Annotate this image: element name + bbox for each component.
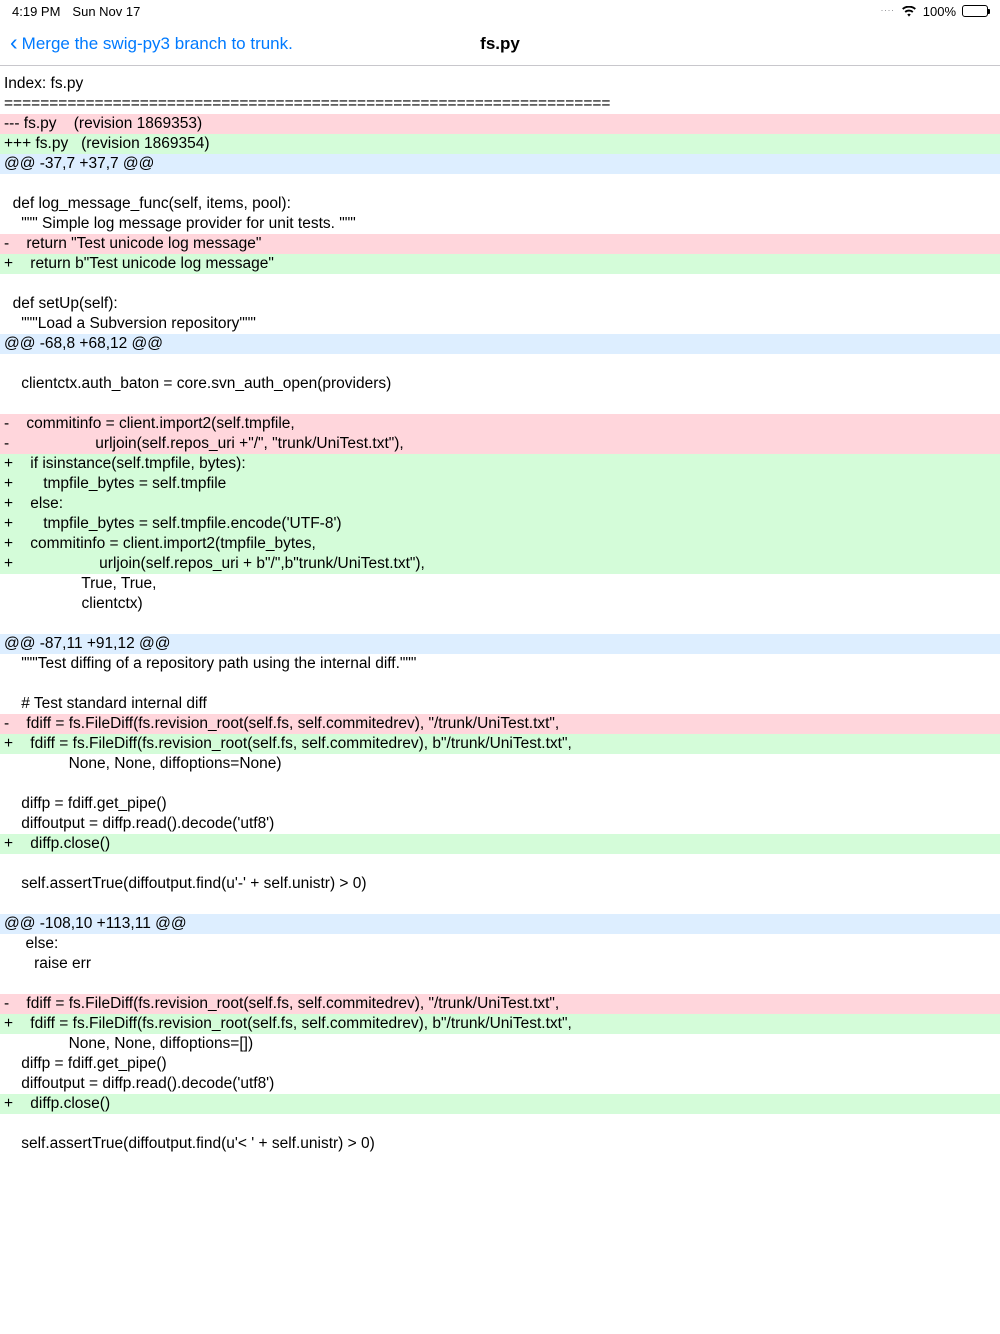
diff-line-ctx: """ Simple log message provider for unit tests. """ bbox=[0, 214, 1000, 234]
diff-line-add: + if isinstance(self.tmpfile, bytes): bbox=[0, 454, 1000, 474]
diff-line-del: --- fs.py (revision 1869353) bbox=[0, 114, 1000, 134]
diff-line-hunk: @@ -68,8 +68,12 @@ bbox=[0, 334, 1000, 354]
diff-line-blank bbox=[0, 614, 1000, 634]
signal-dots-icon: .... bbox=[880, 3, 895, 13]
diff-line-ctx: None, None, diffoptions=[]) bbox=[0, 1034, 1000, 1054]
diff-line-hunk: @@ -108,10 +113,11 @@ bbox=[0, 914, 1000, 934]
diff-line-add: + fdiff = fs.FileDiff(fs.revision_root(self.fs, self.commitedrev), b"/trunk/UniTest.txt", bbox=[0, 1014, 1000, 1034]
chevron-left-icon: ‹ bbox=[10, 29, 18, 55]
diff-line-blank bbox=[0, 854, 1000, 874]
navigation-bar bbox=[0, 22, 1000, 66]
diff-line-add: + diffp.close() bbox=[0, 1094, 1000, 1114]
diff-line-ctx: self.assertTrue(diffoutput.find(u'< ' + self.unistr) > 0) bbox=[0, 1134, 1000, 1154]
diff-line-blank bbox=[0, 774, 1000, 794]
diff-line-hunk: @@ -37,7 +37,7 @@ bbox=[0, 154, 1000, 174]
diff-line-ctx: # Test standard internal diff bbox=[0, 694, 1000, 714]
battery-percent: 100% bbox=[922, 3, 956, 19]
diff-line-add: + fdiff = fs.FileDiff(fs.revision_root(self.fs, self.commitedrev), b"/trunk/UniTest.txt", bbox=[0, 734, 1000, 754]
diff-line-add: + tmpfile_bytes = self.tmpfile.encode('UTF-8') bbox=[0, 514, 1000, 534]
status-date: Sun Nov 17 bbox=[72, 3, 141, 19]
back-button[interactable] bbox=[10, 29, 293, 55]
diff-line-ctx: """Test diffing of a repository path using the internal diff.""" bbox=[0, 654, 1000, 674]
diff-line-meta: =================================================================== bbox=[0, 94, 1000, 114]
diff-line-del: - return "Test unicode log message" bbox=[0, 234, 1000, 254]
diff-line-ctx: else: bbox=[0, 934, 1000, 954]
diff-line-add: + tmpfile_bytes = self.tmpfile bbox=[0, 474, 1000, 494]
page-title: fs.py bbox=[480, 33, 520, 53]
diff-line-add: + commitinfo = client.import2(tmpfile_bytes, bbox=[0, 534, 1000, 554]
diff-line-add: + diffp.close() bbox=[0, 834, 1000, 854]
diff-line-del: - urljoin(self.repos_uri +"/", "trunk/UniTest.txt"), bbox=[0, 434, 1000, 454]
diff-line-blank bbox=[0, 354, 1000, 374]
back-button-label: Merge the swig-py3 branch to trunk. bbox=[21, 33, 293, 53]
status-time: 4:19 PM bbox=[12, 3, 61, 19]
diff-line-hunk: @@ -87,11 +91,12 @@ bbox=[0, 634, 1000, 654]
diff-view bbox=[0, 66, 1000, 1154]
diff-line-blank bbox=[0, 274, 1000, 294]
diff-line-meta: Index: fs.py bbox=[0, 74, 1000, 94]
diff-line-ctx: clientctx.auth_baton = core.svn_auth_open(providers) bbox=[0, 374, 1000, 394]
diff-line-ctx: self.assertTrue(diffoutput.find(u'-' + self.unistr) > 0) bbox=[0, 874, 1000, 894]
diff-line-blank bbox=[0, 974, 1000, 994]
diff-line-ctx: diffp = fdiff.get_pipe() bbox=[0, 1054, 1000, 1074]
battery-icon bbox=[962, 5, 988, 17]
diff-line-ctx: def log_message_func(self, items, pool): bbox=[0, 194, 1000, 214]
wifi-icon bbox=[901, 6, 917, 18]
diff-line-ctx: diffoutput = diffp.read().decode('utf8') bbox=[0, 814, 1000, 834]
diff-line-blank bbox=[0, 674, 1000, 694]
diff-line-ctx: diffp = fdiff.get_pipe() bbox=[0, 794, 1000, 814]
diff-line-blank bbox=[0, 394, 1000, 414]
diff-line-ctx: clientctx) bbox=[0, 594, 1000, 614]
diff-line-del: - commitinfo = client.import2(self.tmpfile, bbox=[0, 414, 1000, 434]
diff-line-ctx: None, None, diffoptions=None) bbox=[0, 754, 1000, 774]
diff-line-del: - fdiff = fs.FileDiff(fs.revision_root(self.fs, self.commitedrev), "/trunk/UniTest.txt", bbox=[0, 714, 1000, 734]
diff-line-blank bbox=[0, 1114, 1000, 1134]
status-bar-left bbox=[12, 4, 140, 19]
diff-line-blank bbox=[0, 894, 1000, 914]
diff-line-add: + return b"Test unicode log message" bbox=[0, 254, 1000, 274]
diff-line-add: +++ fs.py (revision 1869354) bbox=[0, 134, 1000, 154]
diff-line-ctx: True, True, bbox=[0, 574, 1000, 594]
status-bar bbox=[0, 0, 1000, 22]
diff-line-add: + urljoin(self.repos_uri + b"/",b"trunk/UniTest.txt"), bbox=[0, 554, 1000, 574]
status-bar-right bbox=[881, 4, 988, 19]
diff-line-del: - fdiff = fs.FileDiff(fs.revision_root(self.fs, self.commitedrev), "/trunk/UniTest.txt", bbox=[0, 994, 1000, 1014]
diff-line-ctx: raise err bbox=[0, 954, 1000, 974]
diff-line-ctx: """Load a Subversion repository""" bbox=[0, 314, 1000, 334]
diff-line-blank bbox=[0, 174, 1000, 194]
diff-line-add: + else: bbox=[0, 494, 1000, 514]
diff-line-ctx: def setUp(self): bbox=[0, 294, 1000, 314]
diff-line-ctx: diffoutput = diffp.read().decode('utf8') bbox=[0, 1074, 1000, 1094]
